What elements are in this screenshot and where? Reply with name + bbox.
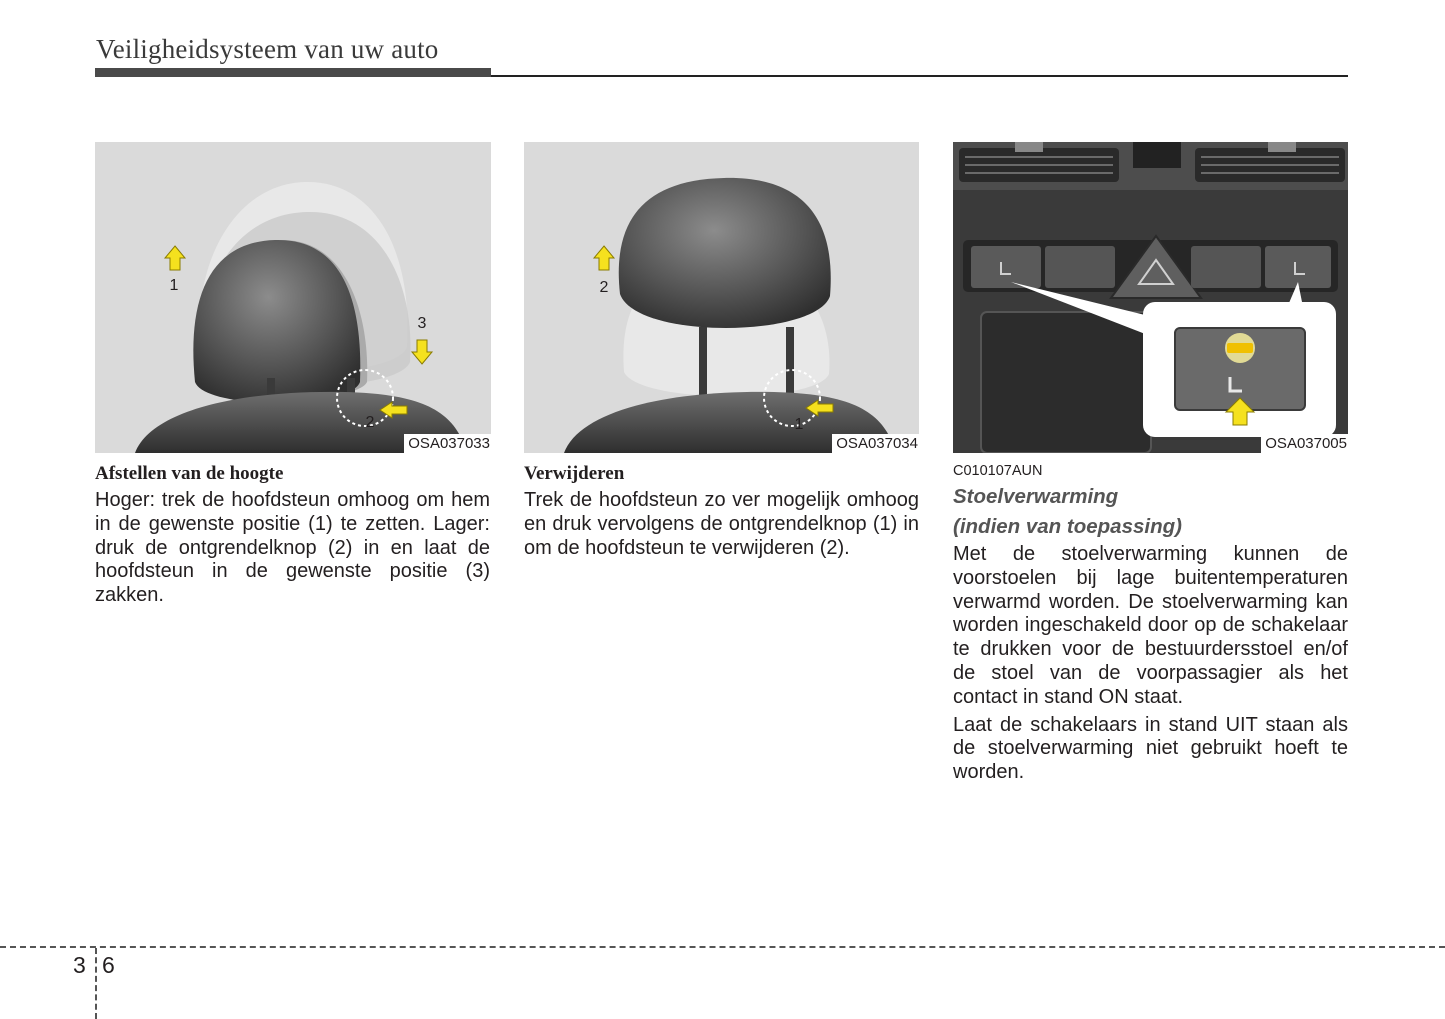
- section-removal: [524, 460, 919, 560]
- section-body-2: Laat de schakelaars in stand UIT staan als de stoelverwarming niet gebruikt hoeft te worden.: [953, 713, 1348, 784]
- figure-label-1: 1: [794, 416, 804, 433]
- figure-code: OSA037005: [1261, 434, 1348, 453]
- headrest-removal-illustration: [524, 142, 919, 453]
- figure-seat-warmer: [953, 142, 1348, 453]
- page-header-title: Veiligheidsysteem van uw auto: [96, 34, 439, 64]
- section-body: Met de stoelverwarming kunnen de voorstoelen bij lage buitentemperaturen verwarmd worden. De stoelverwarming kan worden ingeschakeld door op de schakelaar te drukken voor de bestuurdersstoel en/of de stoel van de voorpassagier als het contact in stand ON staat.: [953, 543, 1348, 708]
- section-title: Stoelverwarming: [953, 485, 1119, 508]
- section-body: Trek de hoofdsteun zo ver mogelijk omhoog en druk vervolgens de ontgrendelknop (1) in om de hoofdsteun te verwijderen (2).: [524, 489, 919, 559]
- seat-warmer-illustration: [953, 142, 1348, 453]
- headrest-height-illustration: [95, 142, 491, 453]
- figure-label-2: 2: [365, 414, 375, 431]
- figure-code: OSA037033: [404, 434, 491, 453]
- figure-headrest-height: [95, 142, 491, 453]
- footer-vertical-divider: [95, 948, 97, 1019]
- figure-headrest-removal: [524, 142, 919, 453]
- figure-label-2: 2: [599, 279, 609, 296]
- figure-code: OSA037034: [832, 434, 919, 453]
- figure-label-1: 1: [169, 277, 179, 294]
- section-heading: Verwijderen: [524, 463, 625, 484]
- footer-divider: [0, 946, 1445, 948]
- page-number: 6: [102, 952, 115, 978]
- section-seat-warmer: [953, 460, 1348, 785]
- header-rule-thin: [491, 75, 1348, 77]
- section-heading: Afstellen van de hoogte: [95, 463, 284, 484]
- section-code: C010107AUN: [953, 463, 1043, 479]
- section-body: Hoger: trek de hoofdsteun omhoog om hem in de gewenste positie (1) te zetten. Lager: druk de ontgrendelknop (2) in en laat de hoofdsteun in de gewenste positie (3) zakken.: [95, 489, 490, 607]
- header-rule-thick: [95, 68, 491, 77]
- section-subtitle: (indien van toepassing): [953, 515, 1182, 538]
- section-height-adjustment: [95, 460, 490, 608]
- figure-label-3: 3: [417, 315, 427, 332]
- page-chapter-number: 3: [73, 952, 86, 978]
